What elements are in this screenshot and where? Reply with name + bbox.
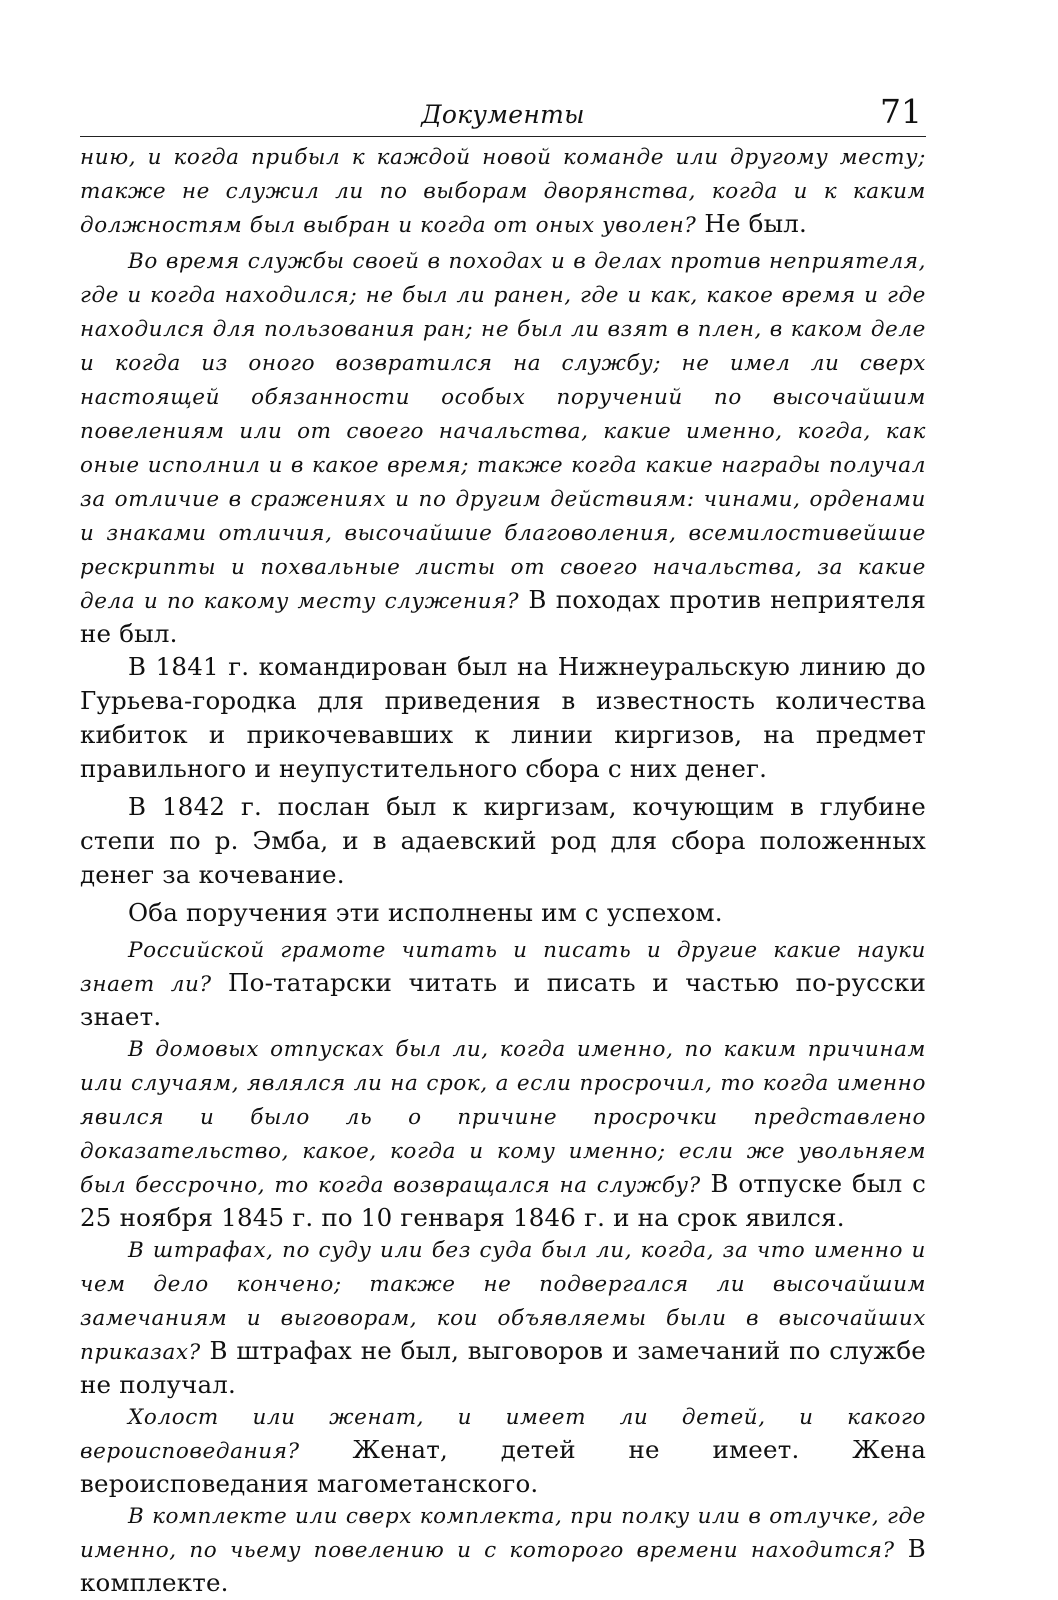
page-header [80, 90, 926, 137]
paragraph: В 1841 г. командирован был на Нижнеуральскую линию до Гурьева-городка для приведения в известность количества кибиток и прикочевавших к линии киргизов, на предмет правильного и неупустительного сбора с них денег. [80, 652, 926, 783]
question-text: нию, и когда прибыл к каждой новой команде или другому месту; также не служил ли по выборам дворянства, когда и к каким должностям был выбран и когда от оных уволен? [80, 145, 926, 238]
question-text: Российской грамоте читать и писать и другие какие науки знает ли? [80, 938, 926, 997]
answer-text: В походах против неприятеля не был. [80, 585, 926, 648]
question-text: В комплекте или сверх комплекта, при полку или в отлучке, где именно, по чьему повелению и с которого времени находится? [80, 1504, 926, 1563]
paragraph [80, 1500, 926, 1597]
document-page [80, 90, 926, 1599]
page-body [80, 137, 926, 1597]
paragraph: В 1842 г. послан был к киргизам, кочующим в глубине степи по р. Эмба, и в адаевский род для сбора положенных денег за кочевание. [80, 792, 926, 889]
paragraph [80, 934, 926, 1031]
answer-text: В отпуске был с 25 ноября 1845 г. по 10 генваря 1846 г. и на срок явился. [80, 1169, 926, 1232]
paragraph [80, 245, 926, 648]
paragraph [80, 1033, 926, 1232]
question-text: Во время службы своей в походах и в делах против неприятеля, где и когда находился; не был ли ранен, где и как, какое время и где находился для пользования ран; не был ли взят в плен, в каком деле и когда из оного возвратился на службу; не имел ли сверх настоящей обязанности особых поручений по высочайшим повелениям или от своего начальства, какие именно, когда, как оные исполнил и в какое время; также когда какие награды получал за отличие в сражениях и по другим действиям: чинами, орденами и знаками отличия, высочайшие благоволения, всемилостивейшие рескрипты и похвальные листы от своего начальства, за какие дела и по какому месту служения? [80, 249, 926, 614]
answer-text: Женат, детей не имеет. Жена вероисповедания магометанского. [80, 1435, 926, 1498]
answer-text: В штрафах не был, выговоров и замечаний по службе не получал. [80, 1336, 926, 1399]
paragraph [80, 1234, 926, 1399]
question-text: В домовых отпусках был ли, когда именно, по каким причинам или случаям, являлся ли на срок, а если просрочил, то когда именно явился и было ль о причине просрочки представлено доказательство, какое, когда и кому именно; если же увольняем был бессрочно, то когда возвращался на службу? [80, 1037, 926, 1198]
answer-text: Не был. [696, 209, 808, 238]
answer-text: В комплекте. [80, 1534, 926, 1597]
paragraph: Оба поручения эти исполнены им с успехом. [128, 898, 723, 927]
answer-text: По-татарски читать и писать и частью по-русски знает. [80, 968, 926, 1031]
question-text: Холост или женат, и имеет ли детей, и какого вероисповедания? [80, 1405, 926, 1464]
page-number: 71 [880, 92, 922, 131]
running-title: Документы [421, 100, 585, 129]
question-text: В штрафах, по суду или без суда был ли, когда, за что именно и чем дело кончено; также не подвергался ли высочайшим замечаниям и выговорам, кои объявляемы были в высочайших приказах? [80, 1238, 926, 1365]
paragraph [80, 1401, 926, 1498]
paragraph [80, 141, 926, 243]
